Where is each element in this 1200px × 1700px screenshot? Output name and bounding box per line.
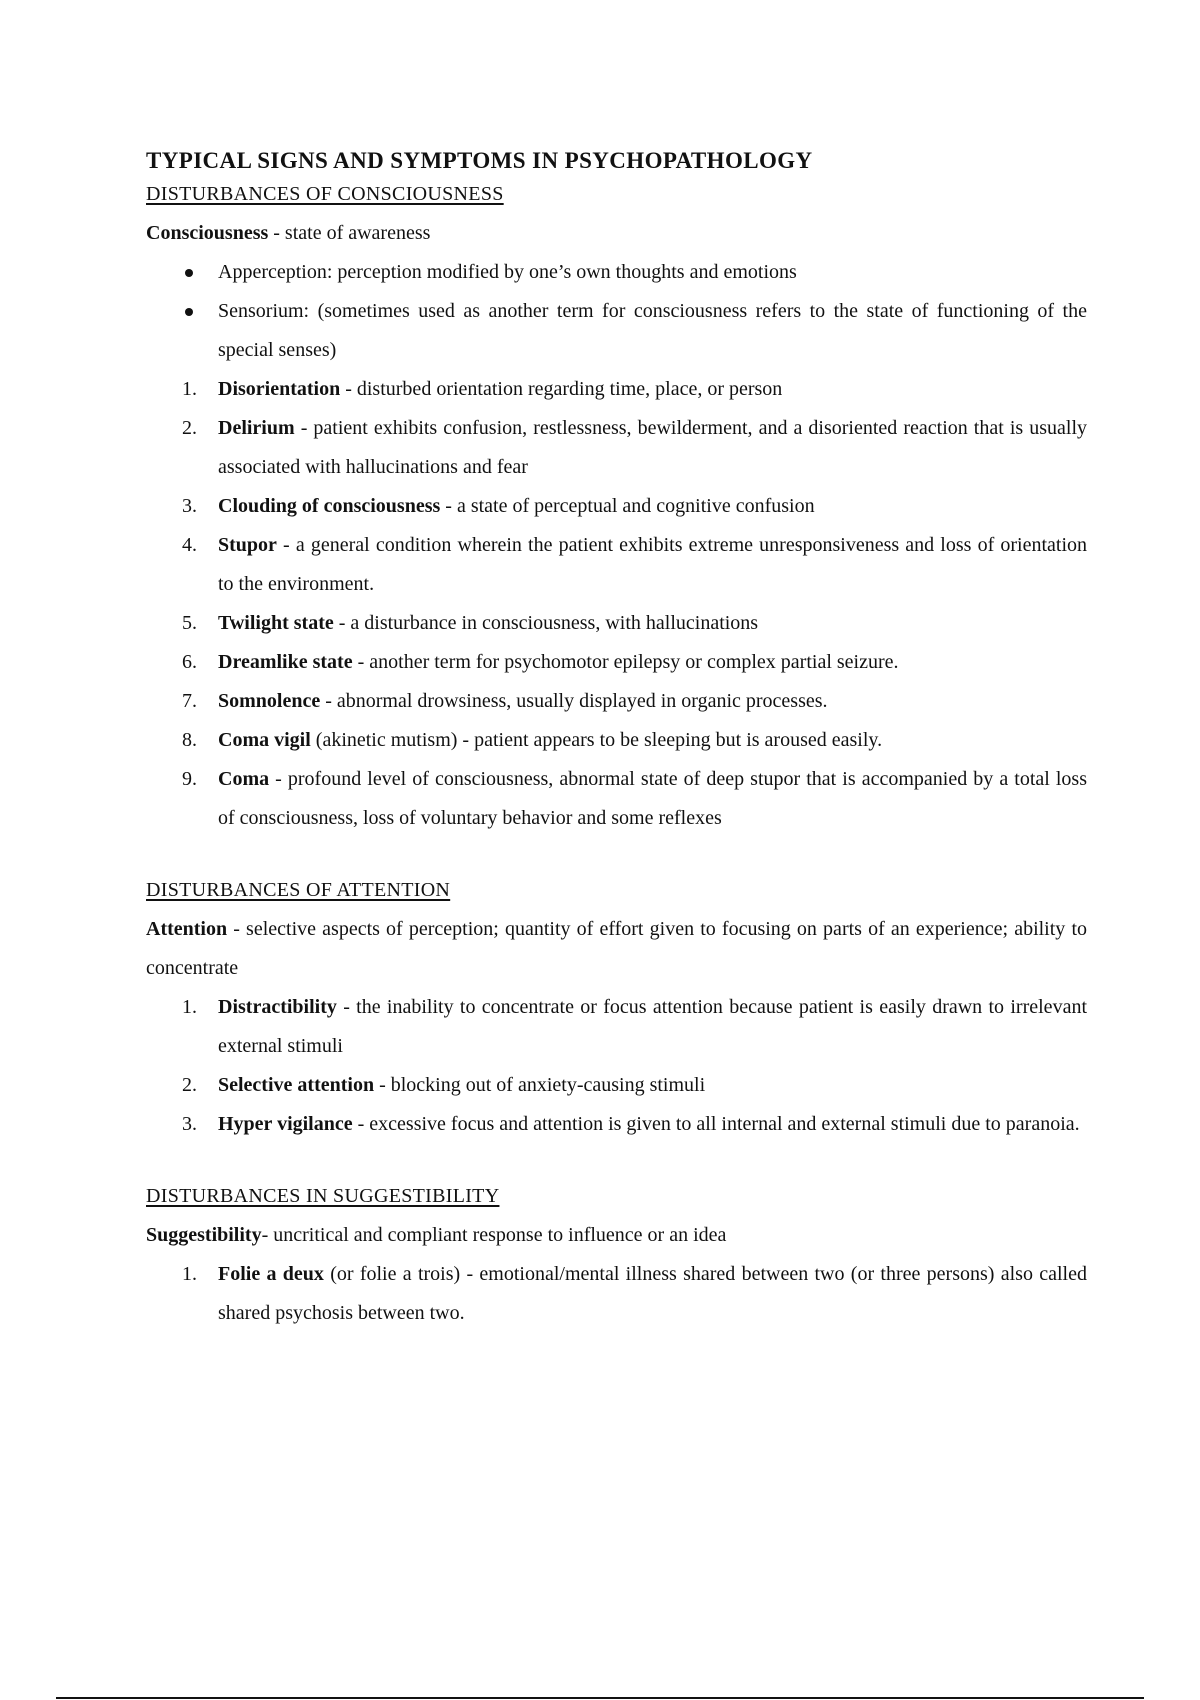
item-text: - profound level of consciousness, abnormal state of deep stupor that is accompanied by a total loss of consciousness, loss of voluntary behavior and some reflexes [218, 768, 1087, 829]
list-item [146, 721, 1087, 760]
section-consciousness [146, 180, 1087, 838]
item-text: - excessive focus and attention is given to all internal and external stimuli due to paranoia. [352, 1113, 1080, 1135]
item-term: Coma [218, 768, 270, 790]
section-spacer [146, 1144, 1087, 1182]
item-term: Delirium [218, 417, 295, 439]
list-item [146, 643, 1087, 682]
list-item [146, 526, 1087, 604]
item-number: 8. [182, 729, 197, 751]
item-text: - a disturbance in consciousness, with hallucinations [333, 612, 759, 634]
list-item [146, 1255, 1087, 1333]
item-term: Coma vigil [218, 729, 311, 751]
section-definition [146, 910, 1087, 988]
list-item [146, 1066, 1087, 1105]
list-item [146, 604, 1087, 643]
list-item [146, 682, 1087, 721]
footer-divider [56, 1697, 1144, 1699]
definition-term: Suggestibility [146, 1224, 262, 1246]
document-title: TYPICAL SIGNS AND SYMPTOMS IN PSYCHOPATHOLOGY [146, 148, 813, 173]
item-text: - a state of perceptual and cognitive confusion [440, 495, 815, 517]
definition-text: - state of awareness [268, 222, 431, 244]
item-text: - another term for psychomotor epilepsy or complex partial seizure. [352, 651, 899, 673]
section-heading: DISTURBANCES OF ATTENTION [146, 879, 451, 901]
item-term: Twilight state [218, 612, 334, 634]
item-text: - patient exhibits confusion, restlessness, bewilderment, and a disoriented reaction that is usually associated with hallucinations and fear [218, 417, 1087, 478]
item-text: (akinetic mutism) - patient appears to be sleeping but is aroused easily. [310, 729, 883, 751]
item-term: Distractibility [218, 996, 337, 1018]
item-number: 1. [182, 996, 197, 1018]
section-heading: DISTURBANCES IN SUGGESTIBILITY [146, 1185, 500, 1207]
bullet-icon [185, 308, 193, 316]
item-number: 1. [182, 1263, 197, 1285]
item-text: - a general condition wherein the patient exhibits extreme unresponsiveness and loss of orientation to the environment. [218, 534, 1087, 595]
item-number: 3. [182, 495, 197, 517]
bullet-item [146, 253, 1087, 292]
item-term: Clouding of consciousness [218, 495, 441, 517]
numbered-list [146, 1255, 1087, 1333]
section-heading: DISTURBANCES OF CONSCIOUSNESS [146, 183, 504, 205]
list-item [146, 760, 1087, 838]
item-number: 2. [182, 1074, 197, 1096]
item-number: 2. [182, 417, 197, 439]
definition-text: - uncritical and compliant response to influence or an idea [261, 1224, 727, 1246]
section-attention [146, 876, 1087, 1144]
item-text: - disturbed orientation regarding time, place, or person [340, 378, 783, 400]
definition-term: Consciousness [146, 222, 269, 244]
item-term: Selective attention [218, 1074, 375, 1096]
item-number: 1. [182, 378, 197, 400]
item-number: 4. [182, 534, 197, 556]
item-text: - blocking out of anxiety-causing stimuli [374, 1074, 706, 1096]
definition-text: - selective aspects of perception; quantity of effort given to focusing on parts of an experience; ability to concentrate [146, 918, 1087, 979]
item-number: 7. [182, 690, 197, 712]
list-item [146, 1105, 1087, 1144]
bullet-text: Apperception: perception modified by one’s own thoughts and emotions [218, 261, 797, 283]
item-text: - abnormal drowsiness, usually displayed in organic processes. [320, 690, 828, 712]
section-spacer [146, 838, 1087, 876]
list-item [146, 487, 1087, 526]
item-term: Somnolence [218, 690, 321, 712]
bullet-text: Sensorium: (sometimes used as another term for consciousness refers to the state of functioning of the special senses) [218, 300, 1087, 361]
item-term: Dreamlike state [218, 651, 353, 673]
item-number: 5. [182, 612, 197, 634]
numbered-list [146, 988, 1087, 1144]
item-number: 3. [182, 1113, 197, 1135]
section-definition [146, 214, 1087, 253]
section-definition [146, 1216, 1087, 1255]
item-term: Hyper vigilance [218, 1113, 353, 1135]
item-term: Stupor [218, 534, 277, 556]
item-text: - the inability to concentrate or focus attention because patient is easily drawn to irrelevant external stimuli [218, 996, 1087, 1057]
item-text: (or folie a trois) - emotional/mental illness shared between two (or three persons) also called shared psychosis between two. [218, 1263, 1087, 1324]
section-suggestibility [146, 1182, 1087, 1333]
item-term: Folie a deux [218, 1263, 324, 1285]
list-item [146, 988, 1087, 1066]
document-page [146, 146, 1087, 1333]
bullet-item [146, 292, 1087, 370]
item-number: 9. [182, 768, 197, 790]
item-term: Disorientation [218, 378, 341, 400]
bullet-list [146, 253, 1087, 370]
list-item [146, 370, 1087, 409]
item-number: 6. [182, 651, 197, 673]
definition-term: Attention [146, 918, 228, 940]
numbered-list [146, 370, 1087, 838]
bullet-icon [185, 269, 193, 277]
list-item [146, 409, 1087, 487]
